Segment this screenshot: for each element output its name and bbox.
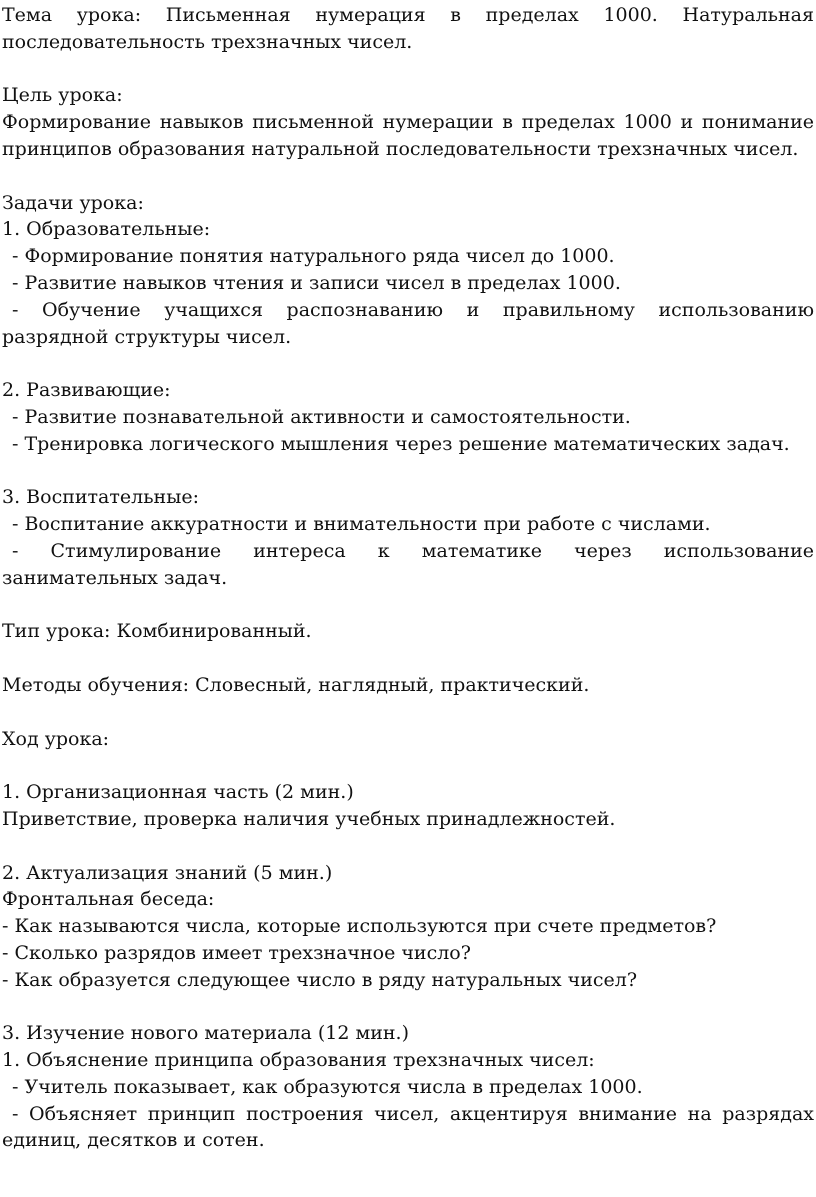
stage3-item xyxy=(2,1101,814,1155)
course-heading: Ход урока: xyxy=(2,727,110,750)
educational-item: - Формирование понятия натурального ряда чисел до 1000. xyxy=(12,245,615,268)
upbringing-heading: 3. Воспитательные: xyxy=(2,486,199,509)
stage2-item: - Как образуется следующее число в ряду натуральных чисел? xyxy=(2,968,638,991)
blank-line xyxy=(2,752,814,779)
stage2-subheading: Фронтальная беседа: xyxy=(2,888,215,911)
blank-line xyxy=(2,699,814,726)
lesson-type: Тип урока: Комбинированный. xyxy=(2,620,312,643)
stage1-heading: 1. Организационная часть (2 мин.) xyxy=(2,781,354,804)
lesson-methods: Методы обучения: Словесный, наглядный, практический. xyxy=(2,673,590,696)
stage3-item-text: - Объясняет принцип построения чисел, акцентируя внимание на разрядах единиц, десятков и сотен. xyxy=(2,1102,814,1152)
stage3-item: - Учитель показывает, как образуются числа в пределах 1000. xyxy=(12,1075,643,1098)
blank-line xyxy=(2,833,814,860)
blank-line xyxy=(2,993,814,1020)
blank-line xyxy=(2,163,814,190)
developmental-heading: 2. Развивающие: xyxy=(2,379,171,402)
stage2-heading: 2. Актуализация знаний (5 мин.) xyxy=(2,861,333,884)
blank-line xyxy=(2,56,814,83)
tasks-heading: Задачи урока: xyxy=(2,191,144,214)
developmental-item: - Тренировка логического мышления через решение математических задач. xyxy=(12,432,790,455)
developmental-item: - Развитие познавательной активности и самостоятельности. xyxy=(12,405,631,428)
educational-item: - Развитие навыков чтения и записи чисел в пределах 1000. xyxy=(12,271,621,294)
stage3-subheading: 1. Объяснение принципа образования трехзначных чисел: xyxy=(2,1049,595,1072)
upbringing-item-text: - Стимулирование интереса к математике через использование занимательных задач. xyxy=(2,539,814,589)
stage2-item: - Как называются числа, которые используются при счете предметов? xyxy=(2,915,717,938)
lesson-plan-text xyxy=(2,2,814,1154)
lesson-topic: Тема урока: Письменная нумерация в пределах 1000. Натуральная последовательность трехзначных чисел. xyxy=(2,4,814,53)
blank-line xyxy=(2,592,814,619)
stage1-text: Приветствие, проверка наличия учебных принадлежностей. xyxy=(2,807,616,830)
upbringing-item: - Воспитание аккуратности и внимательности при работе с числами. xyxy=(12,513,711,536)
stage2-item: - Сколько разрядов имеет трехзначное число? xyxy=(2,941,471,964)
educational-item-text: - Обучение учащихся распознаванию и правильному использованию разрядной структуры чисел. xyxy=(2,298,814,348)
blank-line xyxy=(2,458,814,485)
goal-heading: Цель урока: xyxy=(2,84,123,107)
upbringing-item xyxy=(2,538,814,592)
blank-line xyxy=(2,645,814,672)
educational-item xyxy=(2,297,814,351)
goal-text: Формирование навыков письменной нумерации в пределах 1000 и понимание принципов образования натуральной последовательности трехзначных чисел. xyxy=(2,111,814,160)
educational-heading: 1. Образовательные: xyxy=(2,218,211,241)
stage3-heading: 3. Изучение нового материала (12 мин.) xyxy=(2,1022,410,1045)
blank-line xyxy=(2,350,814,377)
